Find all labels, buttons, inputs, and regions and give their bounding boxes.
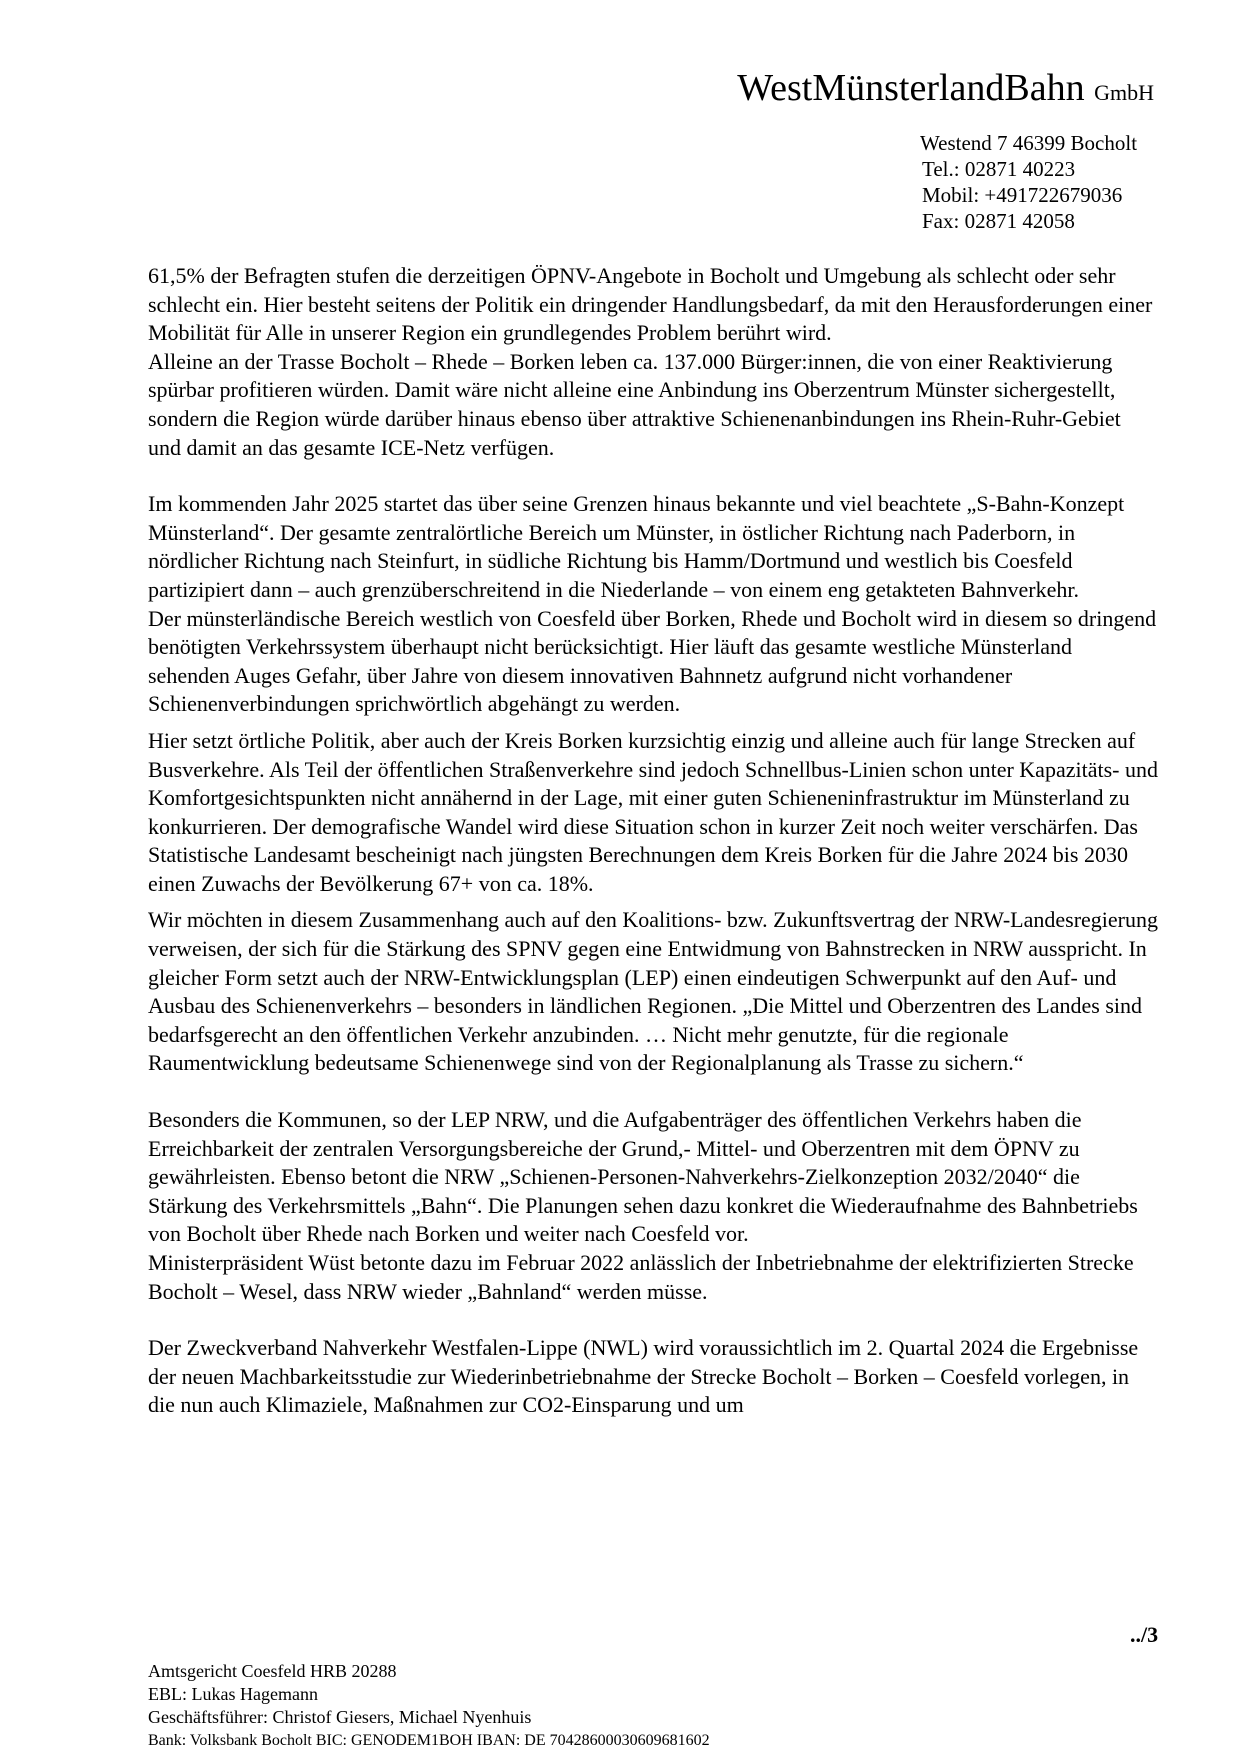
paragraph-minister-wuest: Ministerpräsident Wüst betonte dazu im Februar 2022 anlässlich der Inbetriebnahme der elektrifizierten Strecke Bocholt – Wesel, dass NRW wieder „Bahnland“ werden müsse. bbox=[148, 1250, 1134, 1304]
company-name: WestMünsterlandBahn bbox=[737, 67, 1085, 109]
address-block bbox=[920, 130, 1137, 234]
paragraph-west-muensterland: Der münsterländische Bereich westlich von Coesfeld über Borken, Rhede und Bocholt wird in diesem so dringend benötigten Verkehrssystem überhaupt nicht berücksichtigt. Hier läuft das gesamte westliche Münsterland sehenden Auges Gefahr, über Jahre von diesem innovativen Bahnnetz aufgrund nicht vorhandener Schienenverbindungen sprichwörtlich abgehängt zu werden. bbox=[148, 605, 1157, 717]
footer bbox=[148, 1660, 710, 1752]
page-marker: ../3 bbox=[1130, 1622, 1159, 1647]
footer-bank: Bank: Volksbank Bocholt BIC: GENODEM1BOH IBAN: DE 70428600030609681602 bbox=[148, 1732, 710, 1749]
address-street: Westend 7 46399 Bocholt bbox=[920, 131, 1138, 155]
address-fax: Fax: 02871 42058 bbox=[922, 209, 1075, 233]
paragraph-route-population: Alleine an der Trasse Bocholt – Rhede – Borken leben ca. 137.000 Bürger:innen, die von einer Reaktivierung spürbar profitieren würden. Damit wäre nicht alleine eine Anbindung ins Oberzentrum Münster sichergestellt, sondern die Region würde darüber hinaus ebenso über attraktive Schienenanbindungen ins Rhein-Ruhr-Gebiet und damit an das gesamte ICE-Netz verfügen. bbox=[148, 348, 1121, 460]
paragraph-bus-traffic: Hier setzt örtliche Politik, aber auch der Kreis Borken kurzsichtig einzig und alleine auch für lange Strecken auf Busverkehre. Als Teil der öffentlichen Straßenverkehre sind jedoch Schnellbus-Linien schon unter Kapazitäts- und Komfortgesichtspunkten nicht annähernd in der Lage, mit einer guten Schieneninfrastruktur im Münsterland zu konkurrieren. Der demografische Wandel wird diese Situation schon in kurzer Zeit noch weiter verschärfen. Das Statistische Landesamt bescheinigt nach jüngsten Berechnungen dem Kreis Borken für die Jahre 2024 bis 2030 einen Zuwachs der Bevölkerung 67+ von ca. 18%. bbox=[148, 727, 1158, 896]
paragraph-survey: 61,5% der Befragten stufen die derzeitigen ÖPNV-Angebote in Bocholt und Umgebung als schlecht oder sehr schlecht ein. Hier besteht seitens der Politik ein dringender Handlungsbedarf, da mit den Herausforderungen einer Mobilität für Alle in unserer Region ein grundlegendes Problem berührt wird. bbox=[148, 263, 1153, 346]
address-mobil: Mobil: +491722679036 bbox=[922, 183, 1123, 207]
company-header bbox=[737, 66, 1154, 115]
paragraph-municipalities: Besonders die Kommunen, so der LEP NRW, und die Aufgabenträger des öffentlichen Verkehrs haben die Erreichbarkeit der zentralen Versorgungsbereiche der Grund,- Mittel- und Oberzentren mit dem ÖPNV zu gewährleisten. Ebenso betont die NRW „Schienen-Personen-Nahverkehrs-Zielkonzeption 2032/2040“ die Stärkung des Verkehrsmittels „Bahn“. Die Planungen sehen dazu konkret die Wiederaufnahme des Bahnbetriebs von Bocholt über Rhede nach Borken und weiter nach Coesfeld vor. bbox=[148, 1107, 1138, 1247]
footer-managers: Geschäftsführer: Christof Giesers, Michael Nyenhuis bbox=[148, 1707, 532, 1727]
paragraph-nwl-study: Der Zweckverband Nahverkehr Westfalen-Lippe (NWL) wird voraussichtlich im 2. Quartal 2024 die Ergebnisse der neuen Machbarkeitsstudie zur Wiederinbetriebnahme der Strecke Bocholt – Borken – Coesfeld vorlegen, in die nun auch Klimaziele, Maßnahmen zur CO2-Einsparung und um bbox=[148, 1335, 1139, 1418]
company-legal-form: GmbH bbox=[1094, 80, 1154, 105]
footer-ebl: EBL: Lukas Hagemann bbox=[148, 1684, 318, 1704]
footer-court: Amtsgericht Coesfeld HRB 20288 bbox=[148, 1661, 397, 1681]
paragraph-coalition-lep: Wir möchten in diesem Zusammenhang auch auf den Koalitions- bzw. Zukunftsvertrag der NRW-Landesregierung verweisen, der sich für die Stärkung des SPNV gegen eine Entwidmung von Bahnstrecken in NRW ausspricht. In gleicher Form setzt auch der NRW-Entwicklungsplan (LEP) einen eindeutigen Schwerpunkt auf den Auf- und Ausbau des Schienenverkehrs – besonders in ländlichen Regionen. „Die Mittel und Oberzentren des Landes sind bedarfsgerecht an den öffentlichen Verkehr anzubinden. … Nicht mehr genutzte, für die regionale Raumentwicklung bedeutsame Schienenwege sind von der Regionalplanung als Trasse zu sichern.“ bbox=[148, 907, 1158, 1076]
letter-body bbox=[148, 262, 1158, 1420]
paragraph-s-bahn-concept: Im kommenden Jahr 2025 startet das über seine Grenzen hinaus bekannte und viel beachtete „S-Bahn-Konzept Münsterland“. Der gesamte zentralörtliche Bereich um Münster, in östlicher Richtung nach Paderborn, in nördlicher Richtung nach Steinfurt, in südliche Richtung bis Hamm/Dortmund und westlich bis Coesfeld partizipiert dann – auch grenzüberschreitend in die Niederlande – von einem eng getakteten Bahnverkehr. bbox=[148, 491, 1125, 602]
address-tel: Tel.: 02871 40223 bbox=[922, 157, 1076, 181]
